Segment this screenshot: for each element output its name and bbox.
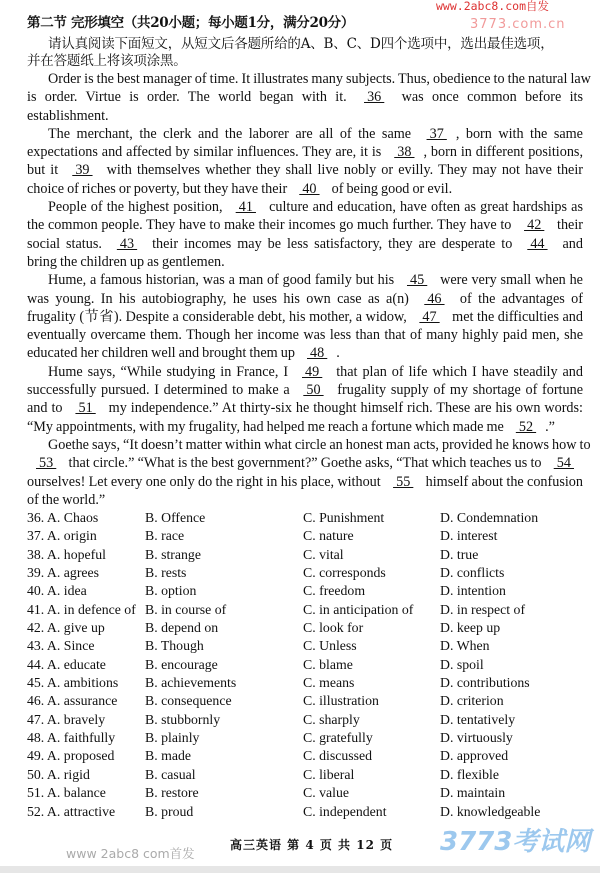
question-options-row bbox=[27, 546, 587, 564]
passage-text: met the difficulties and bbox=[448, 308, 583, 325]
passage-text: the common people. They have to make their incomes go much further. They have to bbox=[27, 217, 516, 234]
option-A: 51. A. balance bbox=[27, 785, 106, 801]
passage-text: Hume, a famous historian, was a man of good family but his bbox=[48, 272, 398, 289]
option-D: D. in respect of bbox=[440, 601, 526, 617]
blank-47: 47 bbox=[419, 308, 440, 325]
option-C: C. Punishment bbox=[303, 510, 385, 525]
option-B: B. consequence bbox=[145, 693, 232, 709]
passage-text: Goethe says, “It doesn’t matter within what circle an honest man acts, provided he knows how to bbox=[48, 436, 591, 453]
option-D: D. maintain bbox=[440, 785, 506, 801]
passage-line bbox=[27, 308, 583, 326]
passage-text: The merchant, the clerk and the laborer are all of the same bbox=[48, 125, 418, 142]
cloze-passage bbox=[27, 70, 591, 509]
answer-options bbox=[27, 509, 587, 821]
watermark-top: www.2abc8.com自发 bbox=[436, 0, 550, 13]
option-C: C. Unless bbox=[303, 638, 357, 654]
option-B: B. depend on bbox=[145, 620, 219, 636]
watermark-logo: 3773考试网 bbox=[440, 827, 591, 857]
question-options-row bbox=[27, 766, 587, 784]
passage-text: that plan of life which I have steadily and bbox=[331, 363, 583, 380]
option-D: D. conflicts bbox=[440, 565, 505, 581]
question-options-row bbox=[27, 803, 587, 821]
blank-46: 46 bbox=[424, 290, 445, 307]
question-options-row bbox=[27, 747, 587, 765]
passage-text: my independence.” At thirty-six he thought himself rich. These are his own words: bbox=[104, 400, 583, 417]
passage-text: Order is the best manager of time. It illustrates many subjects. Thus, obedience to the natural law bbox=[48, 71, 591, 87]
passage-text: .” bbox=[545, 418, 555, 435]
passage-text: was young. In his autobiography, he uses his own case as a(n) bbox=[27, 290, 416, 307]
option-D: D. keep up bbox=[440, 620, 501, 636]
option-B: B. option bbox=[145, 583, 197, 599]
option-C: C. in anticipation of bbox=[303, 601, 414, 617]
passage-text: successfully pursued. I determined to make a bbox=[27, 382, 295, 399]
passage-text: social status. bbox=[27, 235, 108, 252]
blank-37: 37 bbox=[426, 125, 447, 142]
option-B: B. restore bbox=[145, 785, 199, 801]
passage-text: ourselves! Let every one only do the right in his place, without bbox=[27, 473, 385, 490]
option-B: B. Though bbox=[145, 638, 204, 654]
option-C: C. gratefully bbox=[303, 730, 373, 746]
section-title: 第二节 完形填空（共20小题；每小题1分，满分20分） bbox=[27, 15, 355, 31]
option-A: 46. A. assurance bbox=[27, 693, 118, 709]
blank-49: 49 bbox=[302, 363, 323, 380]
passage-text: eventually overcame them. Though her income was less than that of many highly paid men, she bbox=[27, 327, 583, 344]
blank-45: 45 bbox=[406, 272, 428, 289]
option-D: D. true bbox=[440, 546, 479, 562]
passage-text: was once common before its bbox=[393, 89, 583, 106]
question-options-row bbox=[27, 729, 587, 747]
option-A: 43. A. Since bbox=[27, 638, 95, 654]
passage-line bbox=[27, 143, 583, 161]
option-B: B. made bbox=[145, 748, 191, 764]
passage-line bbox=[27, 180, 583, 198]
question-options-row bbox=[27, 784, 587, 802]
passage-line bbox=[27, 454, 583, 472]
passage-text: of the world.” bbox=[27, 491, 106, 508]
option-C: C. sharply bbox=[303, 711, 360, 727]
blank-36: 36 bbox=[364, 89, 385, 106]
passage-text: “My appointments, with my frugality, had helped me reach a fortune which made me bbox=[27, 418, 507, 435]
passage-text: . bbox=[336, 345, 340, 362]
passage-text: establishment. bbox=[27, 107, 109, 124]
option-A: 48. A. faithfully bbox=[27, 730, 116, 746]
watermark-mid: 3773.com.cn bbox=[470, 17, 566, 32]
option-D: D. contributions bbox=[440, 675, 530, 691]
passage-line bbox=[27, 399, 583, 417]
option-C: C. freedom bbox=[303, 583, 366, 599]
blank-55: 55 bbox=[393, 473, 414, 490]
option-A: 38. A. hopeful bbox=[27, 546, 106, 562]
blank-41: 41 bbox=[235, 199, 256, 216]
option-B: B. plainly bbox=[145, 730, 200, 746]
option-D: D. knowledgeable bbox=[440, 803, 541, 819]
question-options-row bbox=[27, 711, 587, 729]
passage-text: is order. Virtue is order. The world began with it. bbox=[27, 89, 356, 106]
passage-text: with themselves whether they shall live nobly or evilly. They may not have their bbox=[101, 162, 583, 179]
passage-text: their bbox=[553, 217, 584, 234]
passage-text: and to bbox=[27, 400, 67, 417]
blank-42: 42 bbox=[524, 217, 545, 234]
option-B: B. strange bbox=[145, 546, 201, 562]
passage-line bbox=[27, 253, 583, 271]
option-B: B. achievements bbox=[145, 675, 237, 691]
passage-text: their incomes may be less satisfactory, they are desperate to bbox=[146, 235, 519, 252]
option-A: 39. A. agrees bbox=[27, 565, 100, 581]
passage-text: himself about the confusion bbox=[422, 473, 583, 490]
passage-line bbox=[27, 436, 591, 454]
passage-text: of the advantages of bbox=[453, 290, 583, 307]
option-C: C. discussed bbox=[303, 748, 372, 764]
passage-text: of being good or evil. bbox=[328, 180, 453, 197]
passage-text: that circle.” “What is the best government?” Goethe asks, “That which teaches us to bbox=[65, 455, 545, 472]
question-options-row bbox=[27, 582, 587, 600]
option-C: C. liberal bbox=[303, 766, 355, 782]
passage-line bbox=[27, 491, 583, 509]
blank-44: 44 bbox=[527, 235, 548, 252]
option-C: C. look for bbox=[303, 620, 364, 636]
option-C: C. independent bbox=[303, 803, 387, 819]
option-A: 49. A. proposed bbox=[27, 748, 115, 764]
option-B: B. encourage bbox=[145, 656, 218, 672]
passage-text: and bbox=[556, 235, 583, 252]
passage-line bbox=[27, 290, 583, 308]
passage-line bbox=[27, 235, 583, 253]
passage-text: expectations and affected by similar influences. They are, it is bbox=[27, 144, 386, 161]
option-D: D. Condemnation bbox=[440, 510, 539, 525]
option-A: 44. A. educate bbox=[27, 656, 106, 672]
instructions-line-1: 请认真阅读下面短文，从短文后各题所给的A、B、C、D四个选项中，选出最佳选项， bbox=[48, 36, 554, 52]
blank-48: 48 bbox=[307, 345, 328, 362]
passage-line bbox=[27, 271, 583, 289]
passage-line bbox=[27, 381, 583, 399]
option-B: B. casual bbox=[145, 766, 196, 782]
passage-line bbox=[27, 473, 583, 491]
question-options-row bbox=[27, 509, 587, 527]
option-B: B. stubbornly bbox=[145, 711, 221, 727]
blank-52: 52 bbox=[515, 418, 537, 435]
question-options-row bbox=[27, 564, 587, 582]
option-B: B. in course of bbox=[145, 601, 227, 617]
question-options-row bbox=[27, 674, 587, 692]
blank-38: 38 bbox=[394, 144, 415, 161]
page-footer: 高三英语 第 4 页 共 12 页 bbox=[230, 838, 394, 852]
option-A: 37. A. origin bbox=[27, 528, 97, 544]
question-options-row bbox=[27, 637, 587, 655]
option-B: B. proud bbox=[145, 803, 194, 819]
option-D: D. spoil bbox=[440, 656, 484, 672]
option-C: C. illustration bbox=[303, 693, 379, 709]
watermark-bottom: www 2abc8 com首发 bbox=[66, 846, 195, 861]
blank-54: 54 bbox=[553, 455, 574, 472]
blank-40: 40 bbox=[299, 180, 320, 197]
passage-line bbox=[27, 70, 591, 88]
blank-51: 51 bbox=[75, 400, 96, 417]
passage-text: , born with the same bbox=[455, 125, 583, 142]
passage-line bbox=[27, 198, 583, 216]
option-D: D. virtuously bbox=[440, 730, 513, 746]
option-D: D. criterion bbox=[440, 693, 504, 709]
option-B: B. race bbox=[145, 528, 185, 544]
option-A: 42. A. give up bbox=[27, 620, 105, 636]
option-C: C. corresponds bbox=[303, 565, 386, 581]
passage-line bbox=[27, 418, 583, 436]
passage-line bbox=[27, 326, 583, 344]
option-B: B. Offence bbox=[145, 510, 206, 525]
passage-line bbox=[27, 107, 583, 125]
passage-text: culture and education, have often as great hardships as bbox=[264, 199, 583, 216]
passage-text: educated her children well and brought them up bbox=[27, 345, 298, 362]
option-D: D. tentatively bbox=[440, 711, 516, 727]
passage-text: choice of riches or poverty, but they have their bbox=[27, 180, 291, 197]
passage-line bbox=[27, 161, 583, 179]
option-C: C. value bbox=[303, 785, 349, 801]
passage-line bbox=[27, 363, 583, 381]
option-A: 47. A. bravely bbox=[27, 711, 106, 727]
question-options-row bbox=[27, 601, 587, 619]
question-options-row bbox=[27, 527, 587, 545]
option-C: C. blame bbox=[303, 656, 353, 672]
passage-text: but it bbox=[27, 162, 64, 179]
passage-text: frugality (节省). Despite a considerable debt, his mother, a widow, bbox=[27, 308, 411, 325]
passage-text: People of the highest position, bbox=[48, 199, 227, 216]
option-C: C. vital bbox=[303, 546, 344, 562]
option-C: C. nature bbox=[303, 528, 354, 544]
option-A: 40. A. idea bbox=[27, 583, 87, 599]
instructions-line-2: 并在答题纸上将该项涂黑。 bbox=[27, 53, 187, 69]
question-options-row bbox=[27, 692, 587, 710]
passage-text: were very small when he bbox=[436, 272, 583, 289]
passage-line bbox=[27, 125, 583, 143]
blank-53: 53 bbox=[36, 455, 57, 472]
blank-39: 39 bbox=[72, 162, 93, 179]
passage-line bbox=[27, 216, 583, 234]
passage-text: frugality supply of my shortage of fortune bbox=[332, 382, 583, 399]
bottom-edge bbox=[0, 866, 600, 873]
blank-43: 43 bbox=[116, 235, 138, 252]
blank-50: 50 bbox=[303, 382, 324, 399]
option-A: 50. A. rigid bbox=[27, 766, 90, 782]
option-A: 52. A. attractive bbox=[27, 803, 116, 819]
option-A: 36. A. Chaos bbox=[27, 510, 99, 525]
passage-line bbox=[27, 88, 583, 106]
option-D: D. interest bbox=[440, 528, 498, 544]
question-options-row bbox=[27, 619, 587, 637]
passage-text: , born in different positions, bbox=[423, 144, 584, 161]
option-A: 41. A. in defence of bbox=[27, 601, 136, 617]
question-options-row bbox=[27, 656, 587, 674]
option-D: D. When bbox=[440, 638, 490, 654]
option-C: C. means bbox=[303, 675, 355, 691]
option-B: B. rests bbox=[145, 565, 187, 581]
option-A: 45. A. ambitions bbox=[27, 675, 119, 691]
option-D: D. intention bbox=[440, 583, 506, 599]
passage-text: Hume says, “While studying in France, I bbox=[48, 363, 293, 380]
option-D: D. approved bbox=[440, 748, 509, 764]
passage-line bbox=[27, 344, 583, 362]
passage-text: bring the children up as gentlemen. bbox=[27, 253, 225, 270]
option-D: D. flexible bbox=[440, 766, 500, 782]
